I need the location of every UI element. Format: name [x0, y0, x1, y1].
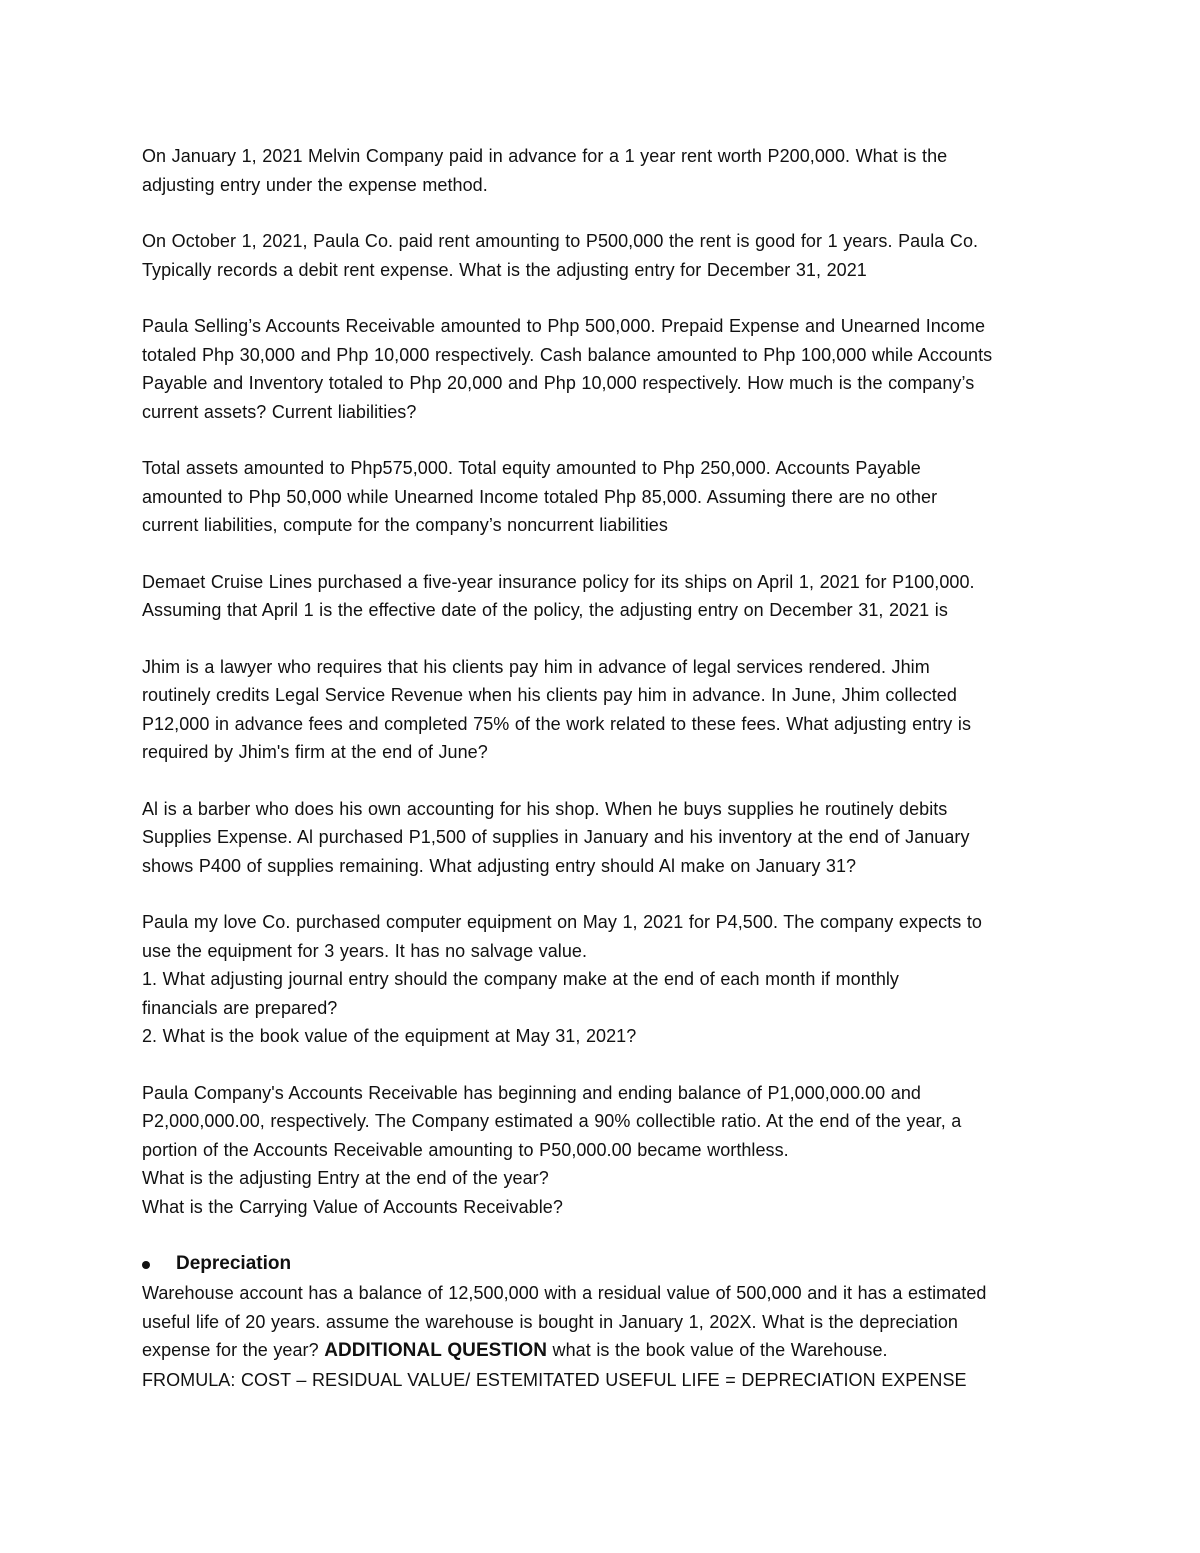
- text-line: routinely credits Legal Service Revenue when his clients pay him in advance. In June, Jhim collected: [142, 685, 957, 705]
- bullet-icon: [142, 1261, 150, 1269]
- question-computer-equipment: [142, 908, 1062, 1051]
- text-line: portion of the Accounts Receivable amounting to P50,000.00 became worthless.: [142, 1139, 789, 1160]
- text-line: shows P400 of supplies remaining. What adjusting entry should Al make on January 31?: [142, 855, 857, 876]
- text-line: 2. What is the book value of the equipment at May 31, 2021?: [142, 1026, 637, 1046]
- text-line: Paula my love Co. purchased computer equipment on May 1, 2021 for P4,500. The company expects to: [142, 912, 982, 932]
- heading-text: Depreciation: [176, 1253, 292, 1274]
- text-line: P12,000 in advance fees and completed 75% of the work related to these fees. What adjusting entry is: [142, 713, 971, 734]
- additional-question-label: ADDITIONAL QUESTION: [324, 1340, 547, 1361]
- text-line: required by Jhim's firm at the end of June?: [142, 742, 488, 762]
- text-line: Demaet Cruise Lines purchased a five-year insurance policy for its ships on April 1, 2021 for P100,000.: [142, 571, 975, 592]
- question-depreciation: [142, 1279, 1062, 1394]
- text-line: adjusting entry under the expense method.: [142, 174, 488, 195]
- text-line: What is the adjusting Entry at the end of the year?: [142, 1168, 549, 1188]
- text-line: current liabilities, compute for the company’s noncurrent liabilities: [142, 515, 668, 535]
- text-line: Total assets amounted to Php575,000. Total equity amounted to Php 250,000. Accounts Payable: [142, 458, 921, 478]
- document-body: [142, 142, 1062, 1422]
- question-current-assets: [142, 312, 1062, 426]
- text-line: use the equipment for 3 years. It has no salvage value.: [142, 940, 588, 961]
- text-line: [142, 1336, 1062, 1366]
- text-line: Payable and Inventory totaled to Php 20,000 and Php 10,000 respectively. How much is the company’s: [142, 373, 975, 393]
- text-line: amounted to Php 50,000 while Unearned Income totaled Php 85,000. Assuming there are no other: [142, 486, 938, 507]
- question-noncurrent-liabilities: [142, 454, 1062, 540]
- text-line: Typically records a debit rent expense. What is the adjusting entry for December 31, 2021: [142, 259, 867, 280]
- text-line: totaled Php 30,000 and Php 10,000 respectively. Cash balance amounted to Php 100,000 while Accounts: [142, 344, 993, 365]
- question-paula-rent: [142, 227, 1062, 284]
- text-segment: expense for the year?: [142, 1340, 325, 1360]
- depreciation-formula: FROMULA: COST – RESIDUAL VALUE/ ESTEMITATED USEFUL LIFE = DEPRECIATION EXPENSE: [142, 1369, 967, 1390]
- text-line: Supplies Expense. Al purchased P1,500 of supplies in January and his inventory at the end of January: [142, 827, 970, 847]
- text-line: Warehouse account has a balance of 12,500,000 with a residual value of 500,000 and it has a estimated: [142, 1283, 987, 1303]
- text-line: financials are prepared?: [142, 997, 338, 1018]
- text-line: What is the Carrying Value of Accounts Receivable?: [142, 1196, 563, 1217]
- text-line: On January 1, 2021 Melvin Company paid in advance for a 1 year rent worth P200,000. What is the: [142, 146, 948, 166]
- text-line: On October 1, 2021, Paula Co. paid rent amounting to P500,000 the rent is good for 1 years. Paula Co.: [142, 231, 979, 251]
- text-line: Paula Selling’s Accounts Receivable amounted to Php 500,000. Prepaid Expense and Unearned Income: [142, 316, 986, 336]
- question-rent-expense-method: [142, 142, 1062, 199]
- text-line: Al is a barber who does his own accounting for his shop. When he buys supplies he routinely debits: [142, 798, 948, 819]
- question-legal-service-revenue: [142, 653, 1062, 767]
- text-line: 1. What adjusting journal entry should the company make at the end of each month if monthly: [142, 969, 899, 989]
- text-line: Assuming that April 1 is the effective date of the policy, the adjusting entry on December 31, 2021 is: [142, 600, 948, 620]
- question-supplies-expense: [142, 795, 1062, 881]
- text-line: P2,000,000.00, respectively. The Company estimated a 90% collectible ratio. At the end of the year, a: [142, 1111, 962, 1131]
- depreciation-heading: [142, 1249, 1062, 1279]
- text-line: Paula Company's Accounts Receivable has beginning and ending balance of P1,000,000.00 and: [142, 1082, 921, 1103]
- text-line: current assets? Current liabilities?: [142, 401, 417, 422]
- question-accounts-receivable: [142, 1079, 1062, 1222]
- text-line: useful life of 20 years. assume the warehouse is bought in January 1, 202X. What is the depreciation: [142, 1311, 958, 1332]
- text-segment: what is the book value of the Warehouse.: [547, 1340, 888, 1360]
- text-line: Jhim is a lawyer who requires that his clients pay him in advance of legal services rendered. Jhim: [142, 656, 930, 677]
- question-insurance-policy: [142, 568, 1062, 625]
